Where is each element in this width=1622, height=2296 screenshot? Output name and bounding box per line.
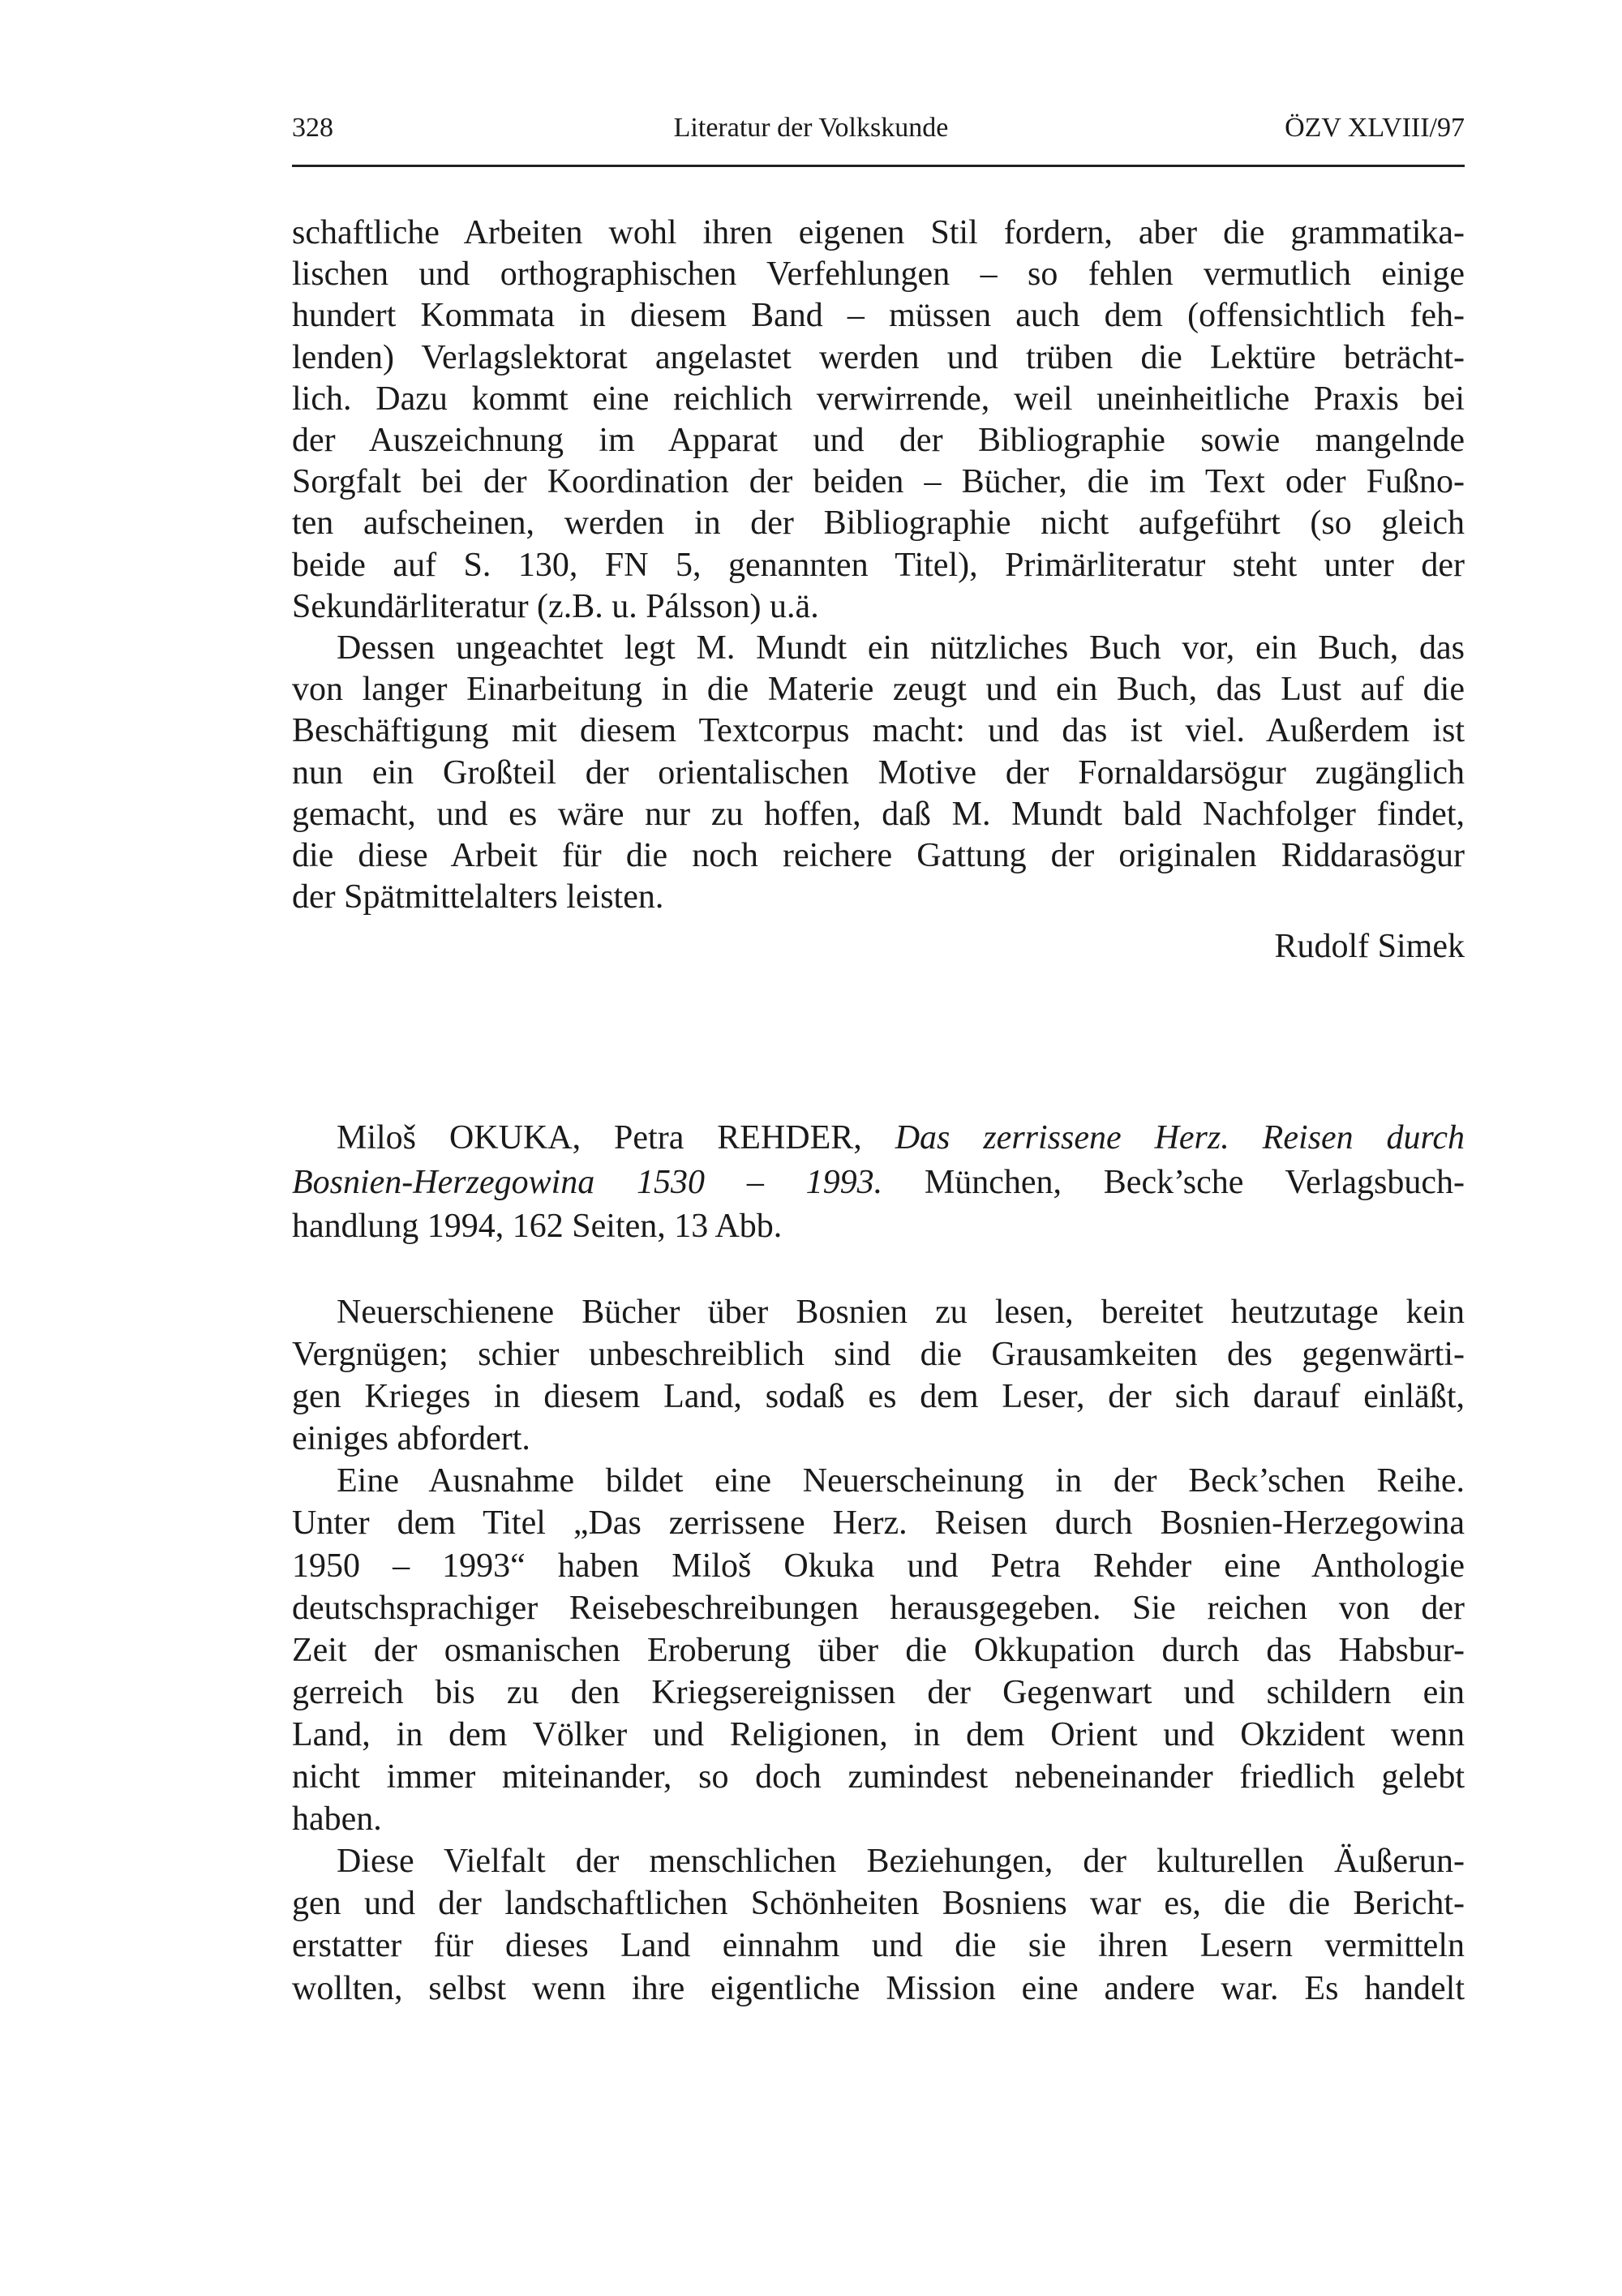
text-line: lich. Dazu kommt eine reichlich verwirrende, weil uneinheitliche Praxis bei [292, 380, 1465, 418]
text-line: gen und der landschaftlichen Schönheiten Bosniens war es, die die Bericht- [292, 1885, 1465, 1923]
text-line: Dessen ungeachtet legt M. Mundt ein nützliches Buch vor, ein Buch, das [337, 629, 1465, 667]
book-title: Bosnien-Herzegowina 1530 – 1993. [292, 1163, 883, 1201]
text-line: Eine Ausnahme bildet eine Neuerscheinung in der Beck’schen Reihe. [337, 1462, 1465, 1500]
bibliography-line [292, 1161, 1465, 1205]
review-2-body [292, 1291, 1465, 2010]
text-line: nicht immer miteinander, so doch zumindest nebeneinander friedlich gelebt [292, 1758, 1465, 1796]
text-line: die diese Arbeit für die noch reichere Gattung der originalen Riddarasögur [292, 837, 1465, 875]
reviewer-signature: Rudolf Simek [1274, 928, 1465, 966]
book-title: Das zerrissene Herz. Reisen durch [895, 1119, 1465, 1157]
text-line: ten aufscheinen, werden in der Bibliographie nicht aufgeführt (so gleich [292, 504, 1465, 543]
header-rule [292, 165, 1465, 167]
text-line: Neuerschienene Bücher über Bosnien zu lesen, bereitet heutzutage kein [337, 1294, 1465, 1331]
text-line: hundert Kommata in diesem Band – müssen auch dem (offensichtlich feh- [292, 297, 1465, 335]
journal-reference: ÖZV XLVIII/97 [1285, 113, 1465, 143]
text-line: Sorgfalt bei der Koordination der beiden – Bücher, die im Text oder Fußno- [292, 463, 1465, 501]
text-line: Diese Vielfalt der menschlichen Beziehungen, der kulturellen Äußerun- [337, 1843, 1465, 1881]
text-line: Land, in dem Völker und Religionen, in dem Orient und Okzident wenn [292, 1715, 1465, 1753]
text-line: gen Krieges in diesem Land, sodaß es dem Leser, der sich darauf einläßt, [292, 1378, 1465, 1416]
text-line: lenden) Verlagslektorat angelastet werden und trüben die Lektüre beträcht- [292, 338, 1465, 376]
bibliography-text: München, Beck’sche Verlagsbuch- [882, 1163, 1465, 1201]
text-line: wollten, selbst wenn ihre eigentliche Mission eine andere war. Es handelt [292, 1969, 1465, 2007]
text-line: lischen und orthographischen Verfehlungen – so fehlen vermutlich einige [292, 255, 1465, 294]
text-line: gerreich bis zu den Kriegsereignissen der Gegenwart und schildern ein [292, 1673, 1465, 1711]
text-line: Zeit der osmanischen Eroberung über die Okkupation durch das Habsbur- [292, 1631, 1465, 1669]
text-line: schaftliche Arbeiten wohl ihren eigenen Stil fordern, aber die grammatika- [292, 214, 1465, 251]
text-line: Sekundärliteratur (z.B. u. Pálsson) u.ä. [292, 587, 819, 625]
text-line: beide auf S. 130, FN 5, genannten Titel), Primärliteratur steht unter der [292, 546, 1465, 584]
bibliography-line [292, 1204, 1465, 1249]
review-1-body [292, 212, 1465, 968]
text-line: einiges abfordert. [292, 1420, 530, 1458]
bibliography-text: handlung 1994, 162 Seiten, 13 Abb. [292, 1208, 783, 1245]
text-line: 1950 – 1993“ haben Miloš Okuka und Petra Rehder eine Anthologie [292, 1547, 1465, 1585]
text-line: deutschsprachiger Reisebeschreibungen herausgegeben. Sie reichen von der [292, 1589, 1465, 1627]
text-line: der Auszeichnung im Apparat und der Bibliographie sowie mangelnde [292, 422, 1465, 460]
text-line: haben. [292, 1800, 382, 1839]
bibliography-text: Miloš OKUKA, Petra REHDER, [337, 1119, 895, 1157]
text-line: Beschäftigung mit diesem Textcorpus macht: und das ist viel. Außerdem ist [292, 712, 1465, 750]
review-2-bibliographic-entry [292, 1116, 1465, 1249]
bibliography-line [292, 1116, 1465, 1161]
text-line: Unter dem Titel „Das zerrissene Herz. Reisen durch Bosnien-Herzegowina [292, 1504, 1465, 1543]
text-line: nun ein Großteil der orientalischen Motive der Fornaldarsögur zugänglich [292, 753, 1465, 792]
text-line: Vergnügen; schier unbeschreiblich sind die Grausamkeiten des gegenwärti- [292, 1336, 1465, 1374]
text-line: von langer Einarbeitung in die Materie zeugt und ein Buch, das Lust auf die [292, 671, 1465, 709]
text-line: der Spätmittelalters leisten. [292, 878, 664, 916]
page-number: 328 [292, 113, 333, 143]
text-line: erstatter für dieses Land einnahm und die sie ihren Lesern vermitteln [292, 1927, 1465, 1965]
text-line: gemacht, und es wäre nur zu hoffen, daß M. Mundt bald Nachfolger findet, [292, 795, 1465, 833]
running-title: Literatur der Volkskunde [673, 113, 949, 143]
